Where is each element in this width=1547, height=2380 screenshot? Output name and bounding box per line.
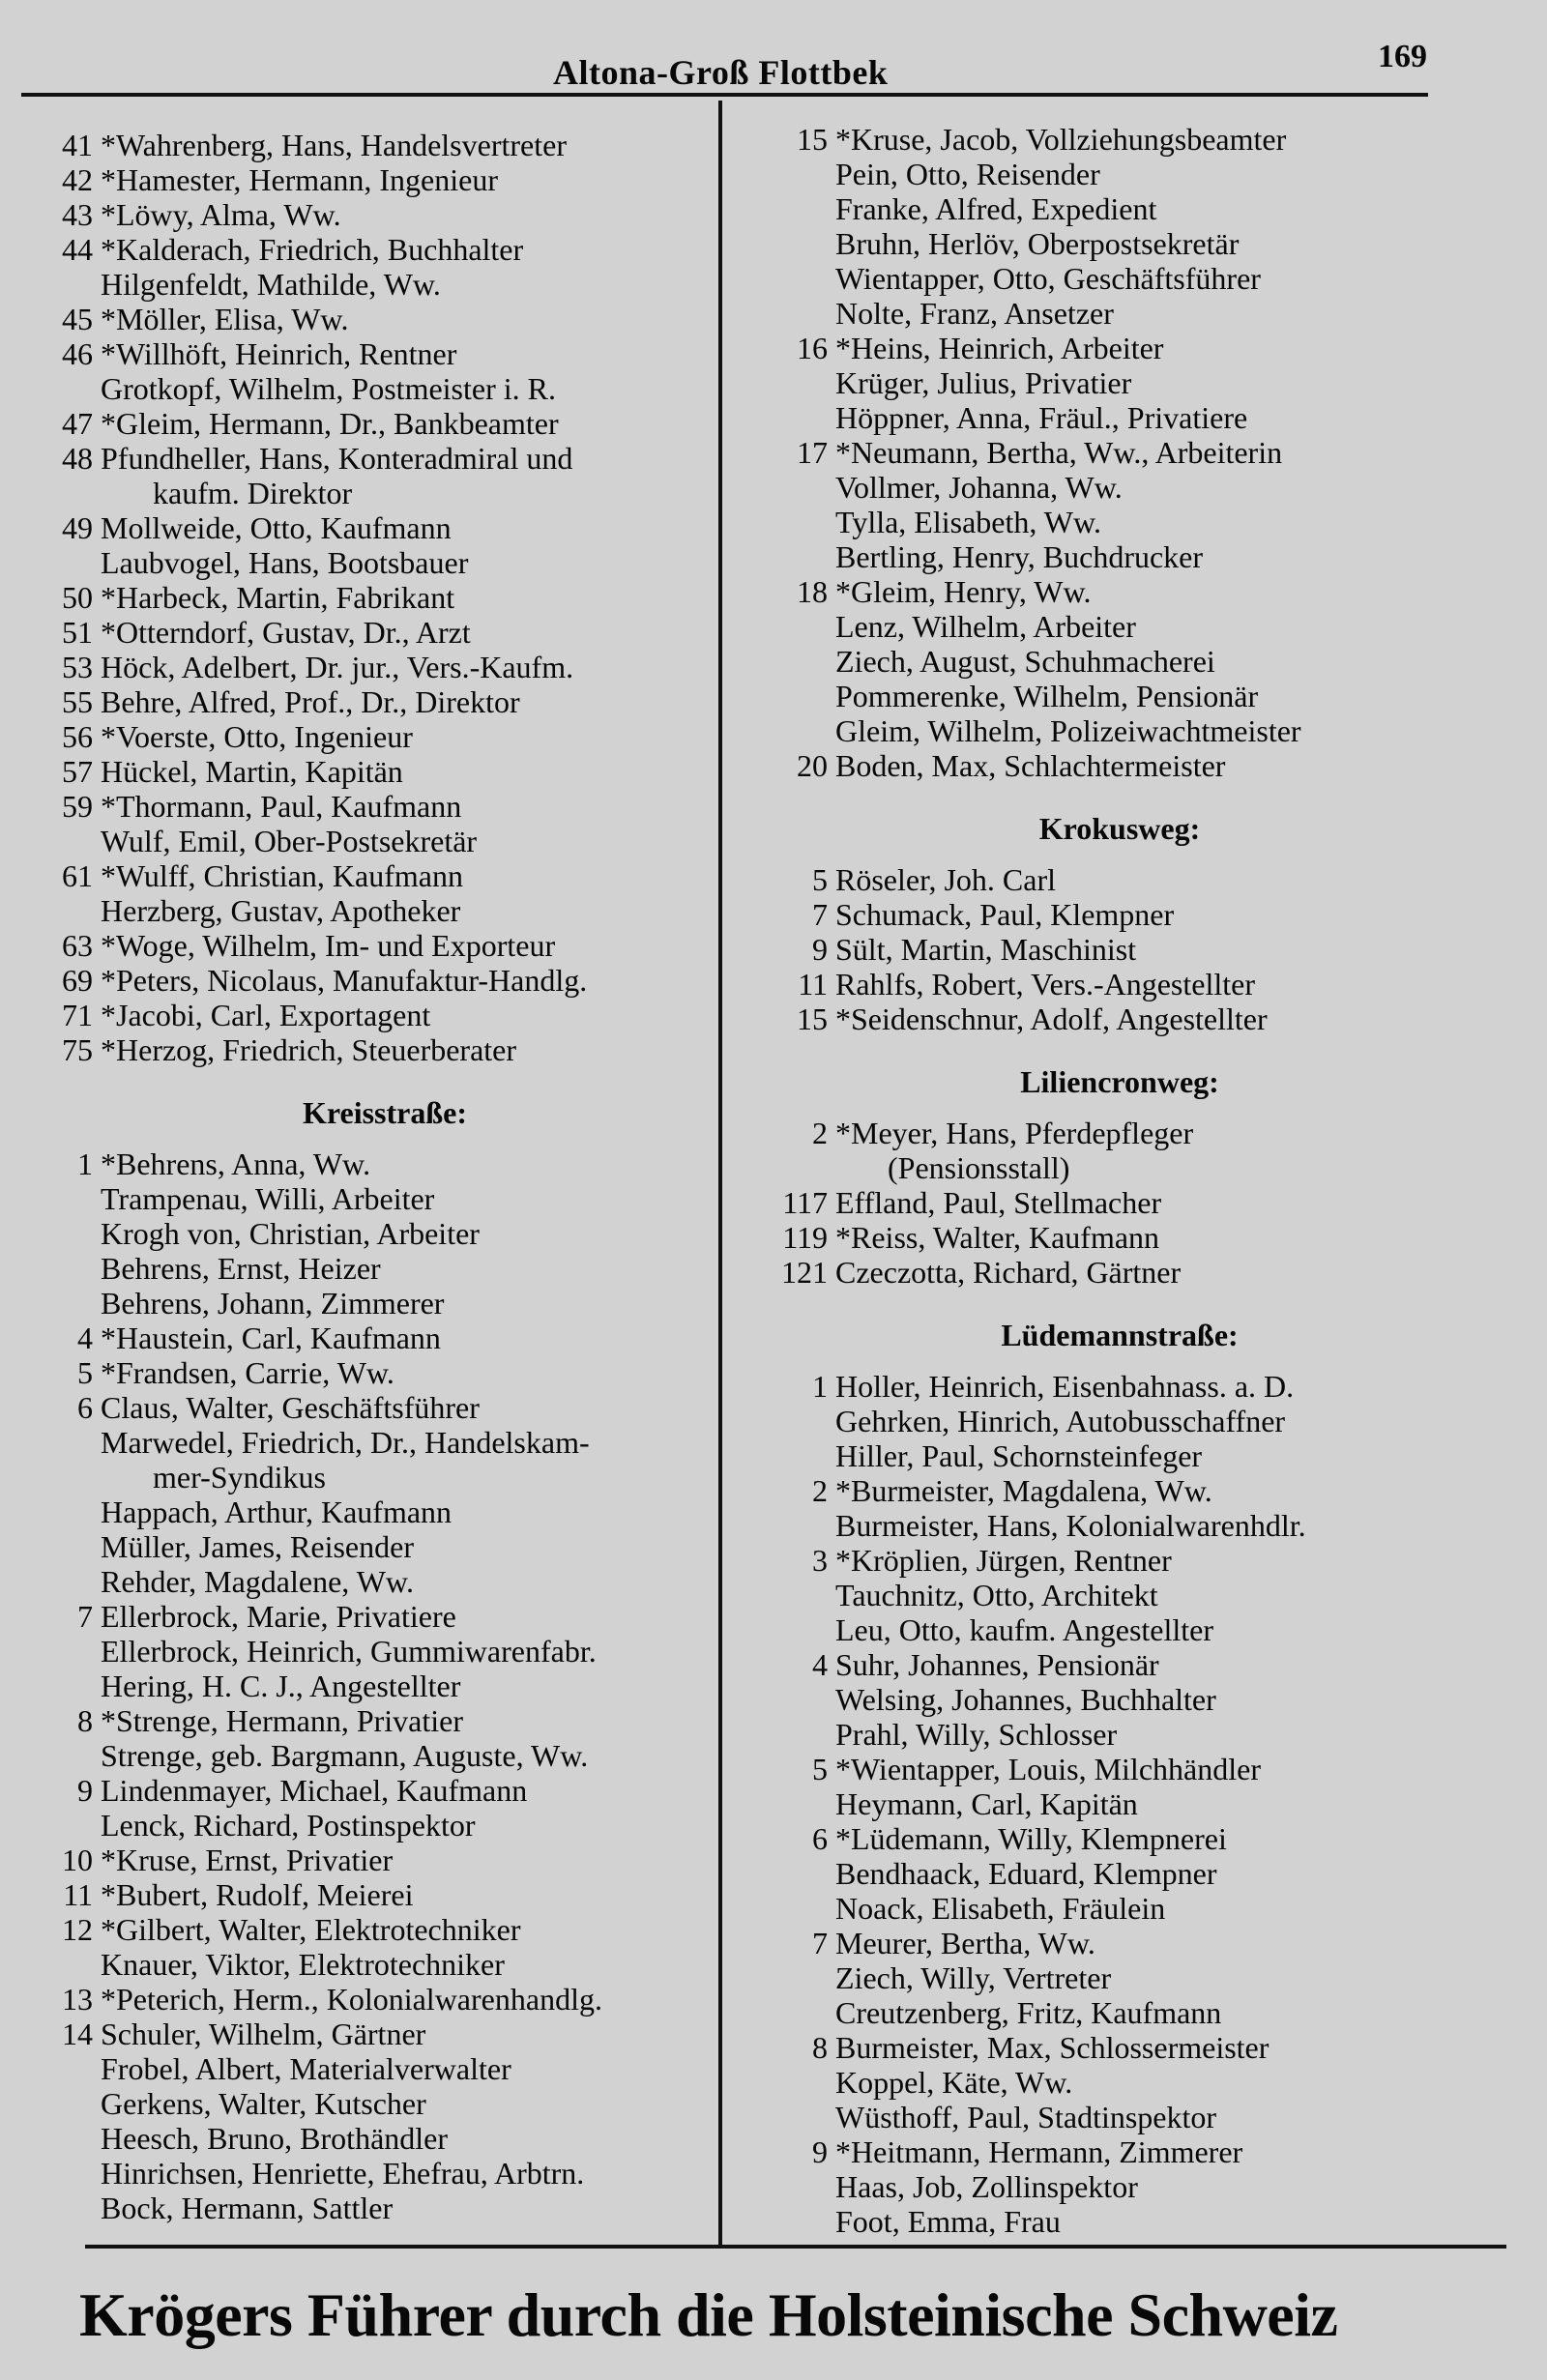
directory-entry [27, 998, 704, 1032]
resident-text: Grotkopf, Wilhelm, Postmeister i. R. [101, 371, 556, 406]
house-number: 15 [797, 1001, 828, 1036]
house-number: 3 [812, 1543, 828, 1578]
resident-text: Foot, Emma, Frau [835, 2204, 1061, 2239]
directory-entry [27, 1947, 704, 1982]
resident-text: Holler, Heinrich, Eisenbahnass. a. D. [835, 1369, 1295, 1404]
resident-text: Tauchnitz, Otto, Architekt [835, 1578, 1158, 1612]
directory-entry [762, 1995, 1439, 2030]
resident-text: Lindenmayer, Michael, Kaufmann [101, 1773, 528, 1808]
resident-text: Höppner, Anna, Fräul., Privatiere [835, 400, 1248, 435]
directory-entry [762, 897, 1439, 932]
resident-text: Marwedel, Friedrich, Dr., Handelskam- [101, 1425, 590, 1460]
directory-entry [27, 858, 704, 893]
house-number: 1 [77, 1146, 93, 1181]
resident-text: Krogh von, Christian, Arbeiter [101, 1216, 480, 1251]
resident-text: *Otterndorf, Gustav, Dr., Arzt [101, 615, 471, 650]
house-number: 12 [62, 1912, 93, 1947]
directory-entry [27, 1843, 704, 1877]
resident-text: Behrens, Ernst, Heizer [101, 1251, 381, 1286]
house-number: 49 [62, 510, 93, 545]
directory-entry [27, 1355, 704, 1390]
directory-entry [27, 2017, 704, 2051]
resident-text: Lenz, Wilhelm, Arbeiter [835, 609, 1136, 644]
house-number: 56 [62, 719, 93, 754]
resident-text: (Pensionsstall) [888, 1150, 1070, 1185]
resident-text: Koppel, Käte, Ww. [835, 2065, 1073, 2100]
directory-entry [27, 928, 704, 963]
directory-entry [762, 1438, 1439, 1473]
house-number: 11 [798, 967, 828, 1001]
directory-entry [27, 336, 704, 371]
resident-text: Hering, H. C. J., Angestellter [101, 1669, 461, 1703]
resident-text: Boden, Max, Schlachtermeister [835, 748, 1226, 783]
resident-text: Ellerbrock, Marie, Privatiere [101, 1599, 456, 1634]
street-heading: Lüdemannstraße: [1001, 1318, 1239, 1352]
directory-entry [762, 1647, 1439, 1682]
directory-entry [762, 1220, 1439, 1255]
directory-entry [762, 609, 1439, 644]
directory-entry [27, 1703, 704, 1738]
resident-text: Herzberg, Gustav, Apotheker [101, 893, 461, 928]
directory-entry [762, 470, 1439, 505]
house-number: 6 [812, 1821, 828, 1856]
resident-text: Effland, Paul, Stellmacher [835, 1185, 1162, 1220]
house-number: 48 [62, 441, 93, 476]
house-number: 8 [812, 2030, 828, 2065]
house-number: 5 [77, 1355, 93, 1390]
directory-entry [762, 400, 1439, 435]
directory-entry [27, 1390, 704, 1425]
resident-text: Mollweide, Otto, Kaufmann [101, 510, 452, 545]
directory-entry [762, 679, 1439, 713]
resident-text: Frobel, Albert, Materialverwalter [101, 2051, 511, 2086]
resident-text: kaufm. Direktor [153, 476, 353, 510]
directory-entry [762, 967, 1439, 1001]
directory-entry [762, 1682, 1439, 1717]
house-number: 9 [812, 2134, 828, 2169]
directory-entry [762, 1960, 1439, 1995]
resident-text: Behrens, Johann, Zimmerer [101, 1286, 445, 1321]
house-number: 41 [62, 128, 93, 162]
resident-text: *Wahrenberg, Hans, Handelsvertreter [101, 128, 567, 162]
directory-entry [762, 505, 1439, 539]
resident-text: Czeczotta, Richard, Gärtner [835, 1255, 1182, 1290]
directory-entry [27, 1877, 704, 1912]
house-number: 2 [812, 1473, 828, 1508]
directory-entry [762, 122, 1439, 157]
directory-entry [762, 748, 1439, 783]
resident-text: Claus, Walter, Geschäftsführer [101, 1390, 480, 1425]
directory-entry [27, 2156, 704, 2191]
directory-entry [762, 932, 1439, 967]
resident-text: *Woge, Wilhelm, Im- und Exporteur [101, 928, 556, 963]
directory-entry [27, 510, 704, 545]
house-number: 7 [812, 897, 828, 932]
directory-entry [27, 754, 704, 789]
resident-text: Lenck, Richard, Postinspektor [101, 1808, 476, 1843]
directory-entry [27, 2086, 704, 2121]
directory-entry [27, 1146, 704, 1181]
directory-entry [762, 157, 1439, 191]
directory-entry [27, 893, 704, 928]
page-title: Altona-Groß Flottbek [553, 53, 889, 92]
resident-text: Noack, Elisabeth, Fräulein [835, 1891, 1166, 1926]
directory-entry [762, 1926, 1439, 1960]
house-number: 9 [77, 1773, 93, 1808]
house-number: 7 [812, 1926, 828, 1960]
directory-entry [762, 1786, 1439, 1821]
resident-text: Bertling, Henry, Buchdrucker [835, 539, 1204, 574]
directory-entry [762, 1578, 1439, 1612]
house-number: 13 [62, 1982, 93, 2017]
house-number: 71 [62, 998, 93, 1032]
resident-text: Creutzenberg, Fritz, Kaufmann [835, 1995, 1222, 2030]
resident-text: Gleim, Wilhelm, Polizeiwachtmeister [835, 713, 1301, 748]
resident-text: *Möller, Elisa, Ww. [101, 302, 349, 336]
resident-text: *Hamester, Hermann, Ingenieur [101, 162, 498, 197]
resident-text: *Behrens, Anna, Ww. [101, 1146, 371, 1181]
resident-text: *Kruse, Ernst, Privatier [101, 1843, 394, 1877]
directory-entry [27, 1529, 704, 1564]
directory-entry [762, 2204, 1439, 2239]
house-number: 8 [77, 1703, 93, 1738]
directory-entry [27, 1982, 704, 2017]
resident-text: Hinrichsen, Henriette, Ehefrau, Arbtrn. [101, 2156, 585, 2191]
directory-entry [27, 650, 704, 684]
directory-entry [27, 2121, 704, 2156]
house-number: 1 [812, 1369, 828, 1404]
directory-entry [27, 267, 704, 302]
house-number: 10 [62, 1843, 93, 1877]
resident-text: *Herzog, Friedrich, Steuerberater [101, 1032, 517, 1067]
directory-entry [27, 684, 704, 719]
house-number: 45 [62, 302, 93, 336]
directory-entry [762, 1752, 1439, 1786]
directory-entry [27, 1912, 704, 1947]
resident-text: *Wulff, Christian, Kaufmann [101, 858, 463, 893]
house-number: 61 [62, 858, 93, 893]
directory-entry [762, 574, 1439, 609]
house-number: 57 [62, 754, 93, 789]
resident-text: *Burmeister, Magdalena, Ww. [835, 1473, 1212, 1508]
directory-entry [762, 862, 1439, 897]
resident-text: Behre, Alfred, Prof., Dr., Direktor [101, 684, 520, 719]
house-number: 47 [62, 406, 93, 441]
house-number: 18 [797, 574, 828, 609]
left-column [27, 128, 704, 2225]
directory-entry [762, 435, 1439, 470]
house-number: 17 [797, 435, 828, 470]
directory-entry [27, 441, 704, 476]
directory-entry [762, 296, 1439, 331]
directory-entry [762, 713, 1439, 748]
resident-text: Vollmer, Johanna, Ww. [835, 470, 1123, 505]
resident-text: Heymann, Carl, Kapitän [835, 1786, 1138, 1821]
directory-entry [27, 1808, 704, 1843]
directory-entry [762, 2030, 1439, 2065]
directory-entry [762, 1404, 1439, 1438]
directory-entry [27, 1032, 704, 1067]
house-number: 59 [62, 789, 93, 824]
directory-entry [762, 2134, 1439, 2169]
resident-text: Ziech, August, Schuhmacherei [835, 644, 1215, 679]
resident-text: Pfundheller, Hans, Konteradmiral und [101, 441, 573, 476]
resident-text: *Gilbert, Walter, Elektrotechniker [101, 1912, 521, 1947]
directory-entry [27, 197, 704, 232]
resident-text: *Meyer, Hans, Pferdepfleger [835, 1116, 1194, 1150]
directory-entry [27, 963, 704, 998]
directory-entry [27, 162, 704, 197]
directory-entry [762, 644, 1439, 679]
house-number: 53 [62, 650, 93, 684]
resident-text: Trampenau, Willi, Arbeiter [101, 1181, 435, 1216]
resident-text: *Jacobi, Carl, Exportagent [101, 998, 431, 1032]
resident-text: *Wientapper, Louis, Milchhändler [835, 1752, 1261, 1786]
resident-text: Müller, James, Reisender [101, 1529, 414, 1564]
resident-text: Franke, Alfred, Expedient [835, 191, 1157, 226]
directory-entry [27, 1634, 704, 1669]
resident-text: Haas, Job, Zollinspektor [835, 2169, 1138, 2204]
resident-text: *Peterich, Herm., Kolonialwarenhandlg. [101, 1982, 602, 2017]
resident-text: *Gleim, Hermann, Dr., Bankbeamter [101, 406, 559, 441]
resident-text: *Haustein, Carl, Kaufmann [101, 1321, 441, 1355]
directory-entry [27, 580, 704, 615]
resident-text: *Reiss, Walter, Kaufmann [835, 1220, 1160, 1255]
column-divider [718, 101, 722, 2249]
house-number: 119 [782, 1220, 828, 1255]
header-rule [21, 93, 1428, 97]
resident-text: Wientapper, Otto, Geschäftsführer [835, 261, 1261, 296]
house-number: 5 [812, 1752, 828, 1786]
resident-text: *Bubert, Rudolf, Meierei [101, 1877, 414, 1912]
directory-entry [27, 2051, 704, 2086]
directory-entry [762, 1543, 1439, 1578]
resident-text: Schuler, Wilhelm, Gärtner [101, 2017, 426, 2051]
directory-entry [27, 824, 704, 858]
resident-text: Krüger, Julius, Privatier [835, 365, 1132, 400]
directory-entry [762, 2100, 1439, 2134]
resident-text: Tylla, Elisabeth, Ww. [835, 505, 1102, 539]
directory-entry [762, 1821, 1439, 1856]
directory-entry [762, 1508, 1439, 1543]
house-number: 69 [62, 963, 93, 998]
resident-text: Nolte, Franz, Ansetzer [835, 296, 1114, 331]
resident-text: Bock, Hermann, Sattler [101, 2191, 394, 2225]
house-number: 16 [797, 331, 828, 365]
resident-text: Sült, Martin, Maschinist [835, 932, 1137, 967]
directory-entry [27, 615, 704, 650]
directory-entry [762, 1369, 1439, 1404]
resident-text: Bendhaack, Eduard, Klempner [835, 1856, 1217, 1891]
resident-text: Strenge, geb. Bargmann, Auguste, Ww. [101, 1738, 589, 1773]
resident-text: Schumack, Paul, Klempner [835, 897, 1175, 932]
street-heading: Liliencronweg: [1020, 1064, 1219, 1099]
footer-advertisement: Krögers Führer durch die Holsteinische Schweiz [79, 2280, 1338, 2349]
resident-text: Knauer, Viktor, Elektrotechniker [101, 1947, 505, 1982]
house-number: 51 [62, 615, 93, 650]
house-number: 43 [62, 197, 93, 232]
directory-entry [27, 719, 704, 754]
directory-entry [27, 1216, 704, 1251]
resident-text: Bruhn, Herlöv, Oberpostsekretär [835, 226, 1240, 261]
directory-entry [762, 1891, 1439, 1926]
directory-entry [762, 365, 1439, 400]
directory-entry [27, 128, 704, 162]
resident-text: *Frandsen, Carrie, Ww. [101, 1355, 394, 1390]
resident-text: Prahl, Willy, Schlosser [835, 1717, 1118, 1752]
house-number: 5 [812, 862, 828, 897]
footer-rule [85, 2245, 1506, 2249]
directory-entry [762, 1001, 1439, 1036]
house-number: 42 [62, 162, 93, 197]
directory-entry [27, 232, 704, 267]
directory-entry [762, 1116, 1439, 1150]
resident-text: Heesch, Bruno, Brothändler [101, 2121, 449, 2156]
directory-entry [27, 1773, 704, 1808]
resident-text: Höck, Adelbert, Dr. jur., Vers.-Kaufm. [101, 650, 574, 684]
house-number: 75 [62, 1032, 93, 1067]
resident-text: *Strenge, Hermann, Privatier [101, 1703, 463, 1738]
house-number: 7 [77, 1599, 93, 1634]
resident-text: Burmeister, Hans, Kolonialwarenhdlr. [835, 1508, 1306, 1543]
directory-entry [762, 1717, 1439, 1752]
directory-entry [27, 545, 704, 580]
resident-text: Hilgenfeldt, Mathilde, Ww. [101, 267, 441, 302]
directory-entry [762, 331, 1439, 365]
resident-text: *Kröplien, Jürgen, Rentner [835, 1543, 1172, 1578]
directory-entry [762, 2169, 1439, 2204]
directory-entry [762, 226, 1439, 261]
resident-text: Laubvogel, Hans, Bootsbauer [101, 545, 469, 580]
street-heading: Krokusweg: [1038, 811, 1201, 846]
directory-entry [762, 191, 1439, 226]
resident-text: Hiller, Paul, Schornsteinfeger [835, 1438, 1203, 1473]
resident-text: *Heitmann, Hermann, Zimmerer [835, 2134, 1243, 2169]
resident-text: *Kalderach, Friedrich, Buchhalter [101, 232, 524, 267]
house-number: 121 [781, 1255, 828, 1290]
house-number: 4 [77, 1321, 93, 1355]
directory-entry-continuation [27, 476, 704, 510]
resident-text: Hückel, Martin, Kapitän [101, 754, 403, 789]
directory-entry [27, 1425, 704, 1460]
directory-entry [27, 1738, 704, 1773]
directory-entry [27, 406, 704, 441]
resident-text: *Peters, Nicolaus, Manufaktur-Handlg. [101, 963, 588, 998]
directory-entry [27, 1286, 704, 1321]
resident-text: Welsing, Johannes, Buchhalter [835, 1682, 1216, 1717]
house-number: 117 [782, 1185, 828, 1220]
directory-entry [27, 302, 704, 336]
resident-text: Röseler, Joh. Carl [835, 862, 1057, 897]
house-number: 55 [62, 684, 93, 719]
resident-text: *Heins, Heinrich, Arbeiter [835, 331, 1164, 365]
directory-entry [27, 1181, 704, 1216]
street-heading: Kreisstraße: [302, 1095, 468, 1130]
resident-text: *Neumann, Bertha, Ww., Arbeiterin [835, 435, 1283, 470]
house-number: 9 [812, 932, 828, 967]
resident-text: Wulf, Emil, Ober-Postsekretär [101, 824, 478, 858]
directory-entry [27, 1321, 704, 1355]
resident-text: *Gleim, Henry, Ww. [835, 574, 1092, 609]
directory-entry [762, 261, 1439, 296]
resident-text: *Kruse, Jacob, Vollziehungsbeamter [835, 122, 1287, 157]
directory-entry [27, 1564, 704, 1599]
directory-entry [762, 1612, 1439, 1647]
resident-text: *Harbeck, Martin, Fabrikant [101, 580, 455, 615]
resident-text: *Löwy, Alma, Ww. [101, 197, 341, 232]
directory-entry-continuation [762, 1150, 1439, 1185]
resident-text: *Lüdemann, Willy, Klempnerei [835, 1821, 1227, 1856]
resident-text: *Willhöft, Heinrich, Rentner [101, 336, 457, 371]
directory-entry [27, 1669, 704, 1703]
resident-text: *Seidenschnur, Adolf, Angestellter [835, 1001, 1268, 1036]
house-number: 46 [62, 336, 93, 371]
house-number: 20 [797, 748, 828, 783]
resident-text: Ellerbrock, Heinrich, Gummiwarenfabr. [101, 1634, 597, 1669]
directory-entry [762, 1473, 1439, 1508]
resident-text: Pein, Otto, Reisender [835, 157, 1100, 191]
directory-entry-continuation [27, 1460, 704, 1495]
directory-entry [762, 1255, 1439, 1290]
resident-text: Wüsthoff, Paul, Stadtinspektor [835, 2100, 1217, 2134]
page-number: 169 [1378, 39, 1427, 74]
house-number: 44 [62, 232, 93, 267]
directory-entry [27, 1495, 704, 1529]
resident-text: Suhr, Johannes, Pensionär [835, 1647, 1159, 1682]
resident-text: Rehder, Magdalene, Ww. [101, 1564, 414, 1599]
directory-entry [27, 789, 704, 824]
resident-text: Burmeister, Max, Schlossermeister [835, 2030, 1270, 2065]
resident-text: mer-Syndikus [153, 1460, 326, 1495]
resident-text: *Thormann, Paul, Kaufmann [101, 789, 462, 824]
house-number: 14 [62, 2017, 93, 2051]
resident-text: Ziech, Willy, Vertreter [835, 1960, 1112, 1995]
directory-entry [27, 371, 704, 406]
house-number: 2 [812, 1116, 828, 1150]
directory-entry [762, 2065, 1439, 2100]
house-number: 4 [812, 1647, 828, 1682]
resident-text: Gehrken, Hinrich, Autobusschaffner [835, 1404, 1286, 1438]
resident-text: Pommerenke, Wilhelm, Pensionär [835, 679, 1259, 713]
resident-text: *Voerste, Otto, Ingenieur [101, 719, 413, 754]
house-number: 50 [62, 580, 93, 615]
right-column [762, 122, 1439, 2239]
directory-entry [27, 2191, 704, 2225]
directory-entry [27, 1251, 704, 1286]
resident-text: Rahlfs, Robert, Vers.-Angestellter [835, 967, 1255, 1001]
resident-text: Happach, Arthur, Kaufmann [101, 1495, 452, 1529]
directory-entry [27, 1599, 704, 1634]
house-number: 15 [797, 122, 828, 157]
directory-entry [762, 1856, 1439, 1891]
resident-text: Meurer, Bertha, Ww. [835, 1926, 1095, 1960]
resident-text: Leu, Otto, kaufm. Angestellter [835, 1612, 1214, 1647]
resident-text: Gerkens, Walter, Kutscher [101, 2086, 426, 2121]
house-number: 6 [77, 1390, 93, 1425]
directory-entry [762, 539, 1439, 574]
directory-entry [762, 1185, 1439, 1220]
house-number: 11 [63, 1877, 93, 1912]
house-number: 63 [62, 928, 93, 963]
